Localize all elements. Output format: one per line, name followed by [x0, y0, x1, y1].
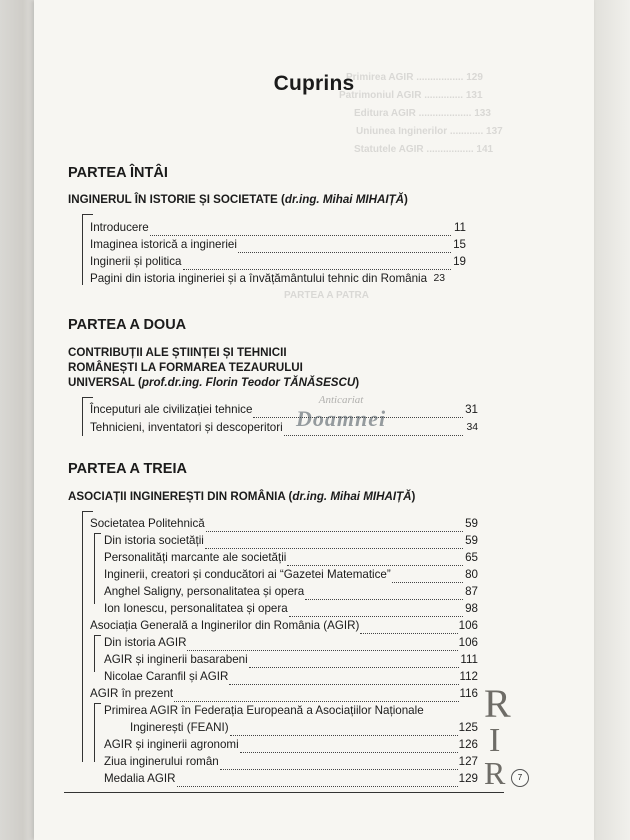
toc-entry: AGIR în prezent 116 [90, 687, 478, 700]
agir-logo-letter: R [484, 755, 506, 791]
toc-entry: Medalia AGIR 129 [104, 772, 478, 785]
toc-entry: Inginerii și politica 19 [90, 255, 466, 268]
anticariat-watermark: Anticariat Doamnei [296, 394, 387, 431]
toc-entry: Personalități marcante ale societății 65 [104, 551, 478, 564]
show-through-text: Editura AGIR ................... 133 [354, 108, 491, 119]
toc-entry: Introducere 11 [90, 221, 466, 234]
part-2-heading-line-1: CONTRIBUȚII ALE ȘTIINȚEI ȘI TEHNICII [68, 346, 287, 359]
section-bracket [82, 511, 93, 762]
show-through-text: Patrimoniul AGIR .............. 131 [339, 90, 483, 101]
toc-entry: Nicolae Caranfil și AGIR 112 [104, 670, 478, 683]
toc-entry: Imaginea istorică a ingineriei 15 [90, 238, 466, 251]
part-1-title: PARTEA ÎNTÂI [68, 165, 168, 181]
subsection-bracket [94, 533, 101, 604]
toc-entry: Tehnicieni, inventatori și descoperitori 34 [90, 421, 478, 434]
part-1-heading: INGINERUL ÎN ISTORIE ȘI SOCIETATE (dr.ing. Mihai MIHAIȚĂ) [68, 193, 408, 206]
toc-entry: Asociația Generală a Inginerilor din România (AGIR) 106 [90, 619, 478, 632]
toc-entry: Ion Ionescu, personalitatea și opera 98 [104, 602, 478, 615]
toc-entry: Primirea AGIR în Federația Europeană a Asociațiilor Naționale [104, 704, 424, 717]
toc-entry: AGIR și inginerii basarabeni 111 [104, 653, 478, 666]
toc-entry: Inginerii, creatori și conducători ai “Gazetei Matematice” 80 [104, 568, 478, 581]
next-page-edge [594, 0, 630, 840]
part-2-heading-line-3: UNIVERSAL (prof.dr.ing. Florin Teodor TĂNĂSESCU) [68, 376, 360, 389]
part-3-heading: ASOCIAȚII INGINEREȘTI DIN ROMÂNIA (dr.ing. Mihai MIHAIȚĂ) [68, 490, 416, 503]
toc-entry: Din istoria AGIR 106 [104, 636, 478, 649]
subsection-bracket [94, 635, 101, 672]
toc-entry: Societatea Politehnică 59 [90, 517, 478, 530]
part-3-title: PARTEA A TREIA [68, 461, 187, 477]
part-2-title: PARTEA A DOUA [68, 317, 187, 333]
agir-logo-letter: R [484, 681, 511, 726]
toc-entry: Inginerești (FEANI) 125 [130, 721, 478, 734]
page-number: 7 [511, 769, 529, 787]
toc-entry: Ziua inginerului român 127 [104, 755, 478, 768]
book-page [34, 0, 594, 840]
toc-entry: Pagini din istoria ingineriei și a învățământului tehnic din România 23 [90, 272, 446, 285]
show-through-text: Primirea AGIR ................. 129 [346, 72, 483, 83]
page-title: Cuprins [273, 72, 355, 95]
show-through-text: PARTEA A PATRA [284, 290, 369, 301]
show-through-text: Statutele AGIR ................. 141 [354, 144, 494, 155]
part-2-heading-line-2: ROMÂNEȘTI LA FORMAREA TEZAURULUI [68, 361, 303, 374]
agir-logo-letter: I [489, 722, 501, 759]
footer-rule [64, 792, 504, 793]
toc-entry: Începuturi ale civilizației tehnice 31 [90, 403, 478, 416]
book-spine [0, 0, 38, 840]
toc-entry: Din istoria societății 59 [104, 534, 478, 547]
toc-entry: AGIR și inginerii agronomi 126 [104, 738, 478, 751]
subsection-bracket [94, 703, 101, 762]
show-through-text: Uniunea Inginerilor ............ 137 [356, 126, 503, 137]
toc-entry: Anghel Saligny, personalitatea și opera 87 [104, 585, 478, 598]
